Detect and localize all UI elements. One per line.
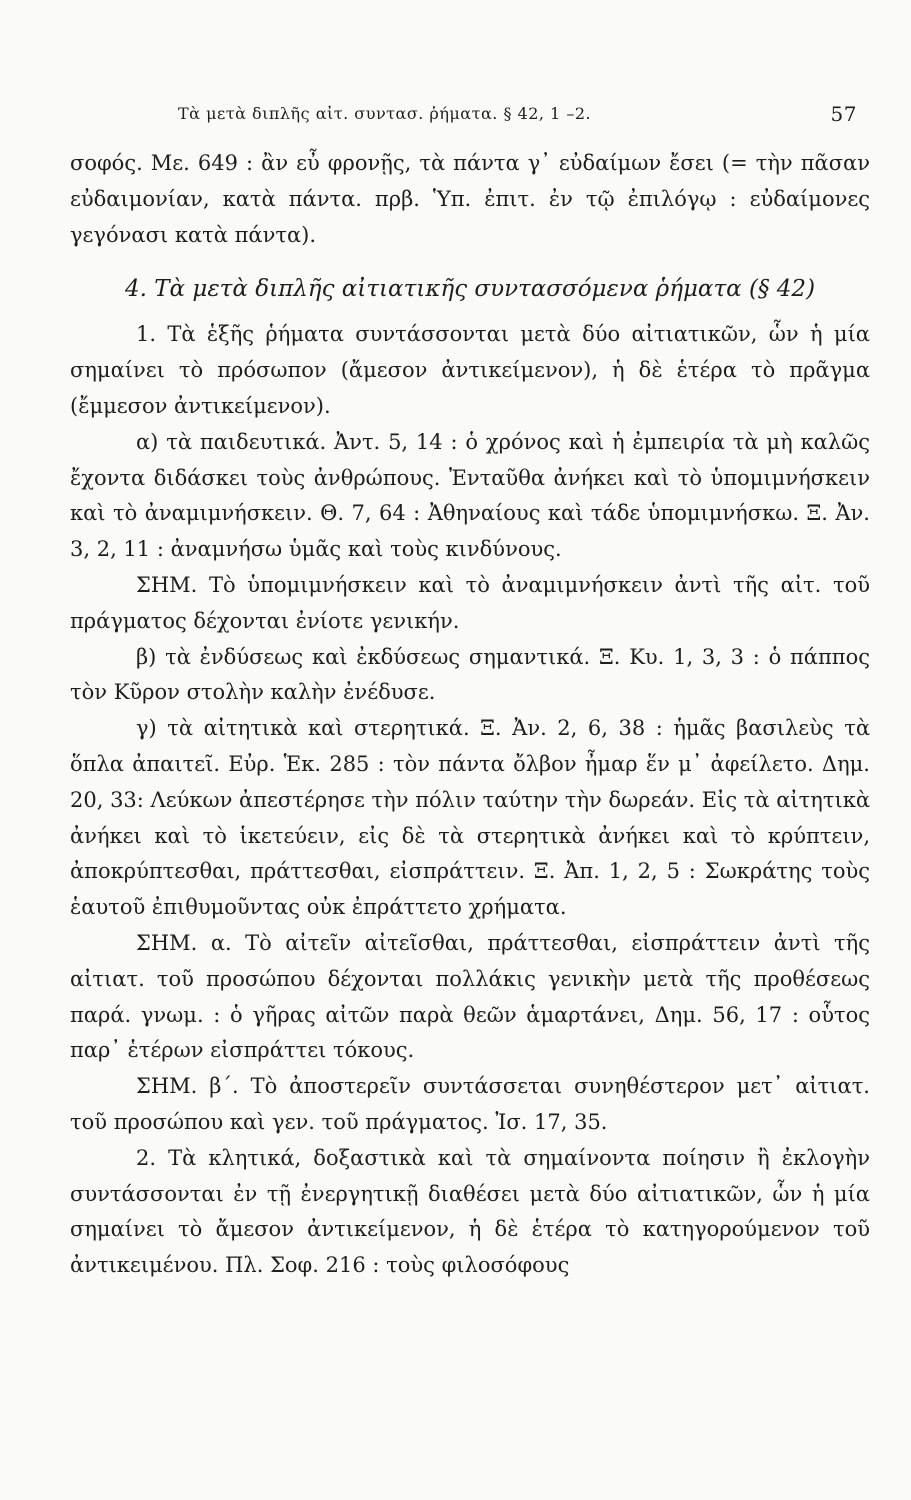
paragraph-gamma: γ) τὰ αἰτητικὰ καὶ στερητικά. Ξ. Ἀν. 2, 6, 38 : ἡμᾶς βασιλεὺς τὰ ὅπλα ἀπαιτεῖ. Εὐρ. Ἑκ. 285 : τὸν πάντα ὄλβον ἦμαρ ἕν μ᾽ ἀφείλετο. Δημ. 20, 33: Λεύκων ἀπεστέρησε τὴν πόλιν ταύτην τὴν δωρεάν. Εἰς τὰ αἰτητικὰ ἀνήκει καὶ τὸ ἱκετεύειν, εἰς δὲ τὰ στερητικὰ ἀνήκει καὶ τὸ κρύπτειν, ἀποκρύπτεσθαι, πράττεσθαι, εἰσπράττειν. Ξ. Ἀπ. 1, 2, 5 : Σωκράτης τοὺς ἑαυτοῦ ἐπιθυμοῦντας οὐκ ἐπράττετο χρήματα. — [70, 716, 871, 920]
page-number: 57 — [830, 102, 857, 126]
running-title: Τὰ μετὰ διπλῆς αἰτ. συντασ. ῥήματα. § 42, 1 –2. — [178, 104, 592, 123]
paragraph-continued: σοφός. Με. 649 : ἂν εὖ φρονῇς, τὰ πάντα γ᾽ εὐδαίμων ἔσει (= τὴν πᾶσαν εὐδαιμονίαν, κατὰ πάντα. πρβ. Ὑπ. ἐπιτ. ἐν τῷ ἐπιλόγῳ : εὐδαίμονες γεγόνασι κατὰ πάντα). — [70, 151, 870, 247]
page-body — [70, 146, 870, 1284]
paragraph-1: 1. Τὰ ἑξῆς ῥήματα συντάσσονται μετὰ δύο αἰτιατικῶν, ὧν ἡ μία σημαίνει τὸ πρόσωπον (ἄμεσον ἀντικείμενον), ἡ δὲ ἑτέρα τὸ πρᾶγμα (ἔμμεσον ἀντικείμενον). — [70, 322, 870, 418]
section-heading: 4. Τὰ μετὰ διπλῆς αἰτιατικῆς συντασσόμενα ῥήματα (§ 42) — [124, 276, 816, 303]
note-alpha: ΣΗΜ. α. Τὸ αἰτεῖν αἰτεῖσθαι, πράττεσθαι, εἰσπράττειν ἀντὶ τῆς αἰτιατ. τοῦ προσώπου δέχονται πολλάκις γενικὴν μετὰ τῆς προθέσεως παρά. γνωμ. : ὁ γῆρας αἰτῶν παρὰ θεῶν ἁμαρτάνει, Δημ. 56, 17 : οὗτος παρ᾽ ἑτέρων εἰσπράττει τόκους. — [70, 930, 870, 1063]
note-beta: ΣΗΜ. β΄. Τὸ ἀποστερεῖν συντάσσεται συνηθέστερον μετ᾽ αἰτιατ. τοῦ προσώπου καὶ γεν. τοῦ πράγματος. Ἰσ. 17, 35. — [70, 1074, 870, 1134]
running-header — [120, 98, 857, 128]
paragraph-beta: β) τὰ ἐνδύσεως καὶ ἐκδύσεως σημαντικά. Ξ. Κυ. 1, 3, 3 : ὁ πάππος τὸν Κῦρον στολὴν καλὴν ἐνέδυσε. — [70, 644, 870, 705]
paragraph-alpha: α) τὰ παιδευτικά. Ἀντ. 5, 14 : ὁ χρόνος καὶ ἡ ἐμπειρία τὰ μὴ καλῶς ἔχοντα διδάσκει τοὺς ἀνθρώπους. Ἐνταῦθα ἀνήκει καὶ τὸ ὑπομιμνήσκειν καὶ τὸ ἀναμιμνήσκειν. Θ. 7, 64 : Ἀθηναίους καὶ τάδε ὑπομιμνήσκω. Ξ. Ἀν. 3, 2, 11 : ἀναμνήσω ὑμᾶς καὶ τοὺς κινδύνους. — [70, 429, 870, 562]
paragraph-2: 2. Τὰ κλητικά, δοξαστικὰ καὶ τὰ σημαίνοντα ποίησιν ἢ ἐκλογὴν συντάσσονται ἐν τῇ ἐνεργητικῇ διαθέσει μετὰ δύο αἰτιατικῶν, ὧν ἡ μία σημαίνει τὸ ἄμεσον ἀντικείμενον, ἡ δὲ ἑτέρα τὸ κατηγορούμενον τοῦ ἀντικειμένου. Πλ. Σοφ. 216 : τοὺς φιλοσόφους — [70, 1145, 870, 1278]
note-1: ΣΗΜ. Τὸ ὑπομιμνήσκειν καὶ τὸ ἀναμιμνήσκειν ἀντὶ τῆς αἰτ. τοῦ πράγματος δέχονται ἐνίοτε γενικήν. — [70, 572, 870, 633]
